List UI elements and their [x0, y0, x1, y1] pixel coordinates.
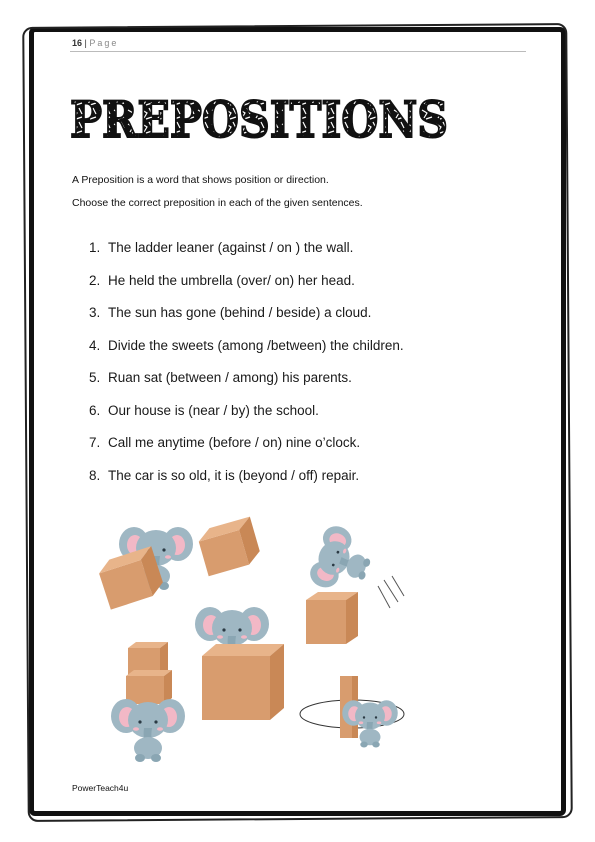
page-label: Page	[89, 38, 119, 48]
title-text: PREPOSITIONS	[70, 93, 448, 145]
item-number: 4.	[89, 337, 101, 353]
sentence-item	[89, 403, 404, 436]
item-number: 7.	[89, 435, 101, 450]
sentence-item	[89, 468, 404, 501]
sentence-item	[89, 305, 404, 338]
sentence-item	[89, 240, 404, 273]
header-rule	[70, 51, 526, 52]
sentence-item	[89, 338, 404, 371]
item-text: The car is so old, it is (beyond / off) repair.	[108, 467, 360, 483]
item-text: Our house is (near / by) the school.	[108, 402, 319, 418]
elephant-behind-box	[195, 607, 284, 720]
intro-line-1: A Preposition is a word that shows position or direction.	[72, 174, 329, 186]
prepositions-illustration	[88, 508, 428, 768]
sentence-item	[89, 435, 404, 468]
item-text: Divide the sweets (among /between) the children.	[108, 337, 404, 353]
sentence-item	[89, 273, 404, 306]
page-number	[72, 38, 118, 48]
item-number: 3.	[89, 305, 101, 320]
page-number-value: 16	[72, 38, 83, 48]
item-text: The ladder leaner (against / on ) the wall.	[108, 240, 354, 255]
item-text: Ruan sat (between / among) his parents.	[108, 370, 352, 385]
item-text: The sun has gone (behind / beside) a cloud.	[108, 305, 372, 320]
item-number: 5.	[89, 370, 101, 385]
item-number: 6.	[89, 402, 101, 418]
footer-brand: PowerTeach4u	[72, 783, 129, 793]
item-text: Call me anytime (before / on) nine o’clock.	[108, 435, 361, 450]
sentence-item	[89, 370, 404, 403]
item-number: 1.	[89, 240, 101, 255]
sentence-list	[89, 240, 404, 500]
item-number: 8.	[89, 467, 101, 483]
item-text: He held the umbrella (over/ on) her head.	[108, 272, 355, 288]
item-number: 2.	[89, 272, 101, 288]
page-number-separator: |	[82, 38, 90, 48]
elephant-below-boxes	[111, 642, 185, 762]
elephant-beside-post	[300, 676, 404, 748]
elephant-over-box	[306, 522, 404, 644]
elephant-between-boxes	[96, 517, 263, 610]
intro-line-2: Choose the correct preposition in each of the given sentences.	[72, 197, 363, 209]
page-title	[70, 93, 470, 145]
